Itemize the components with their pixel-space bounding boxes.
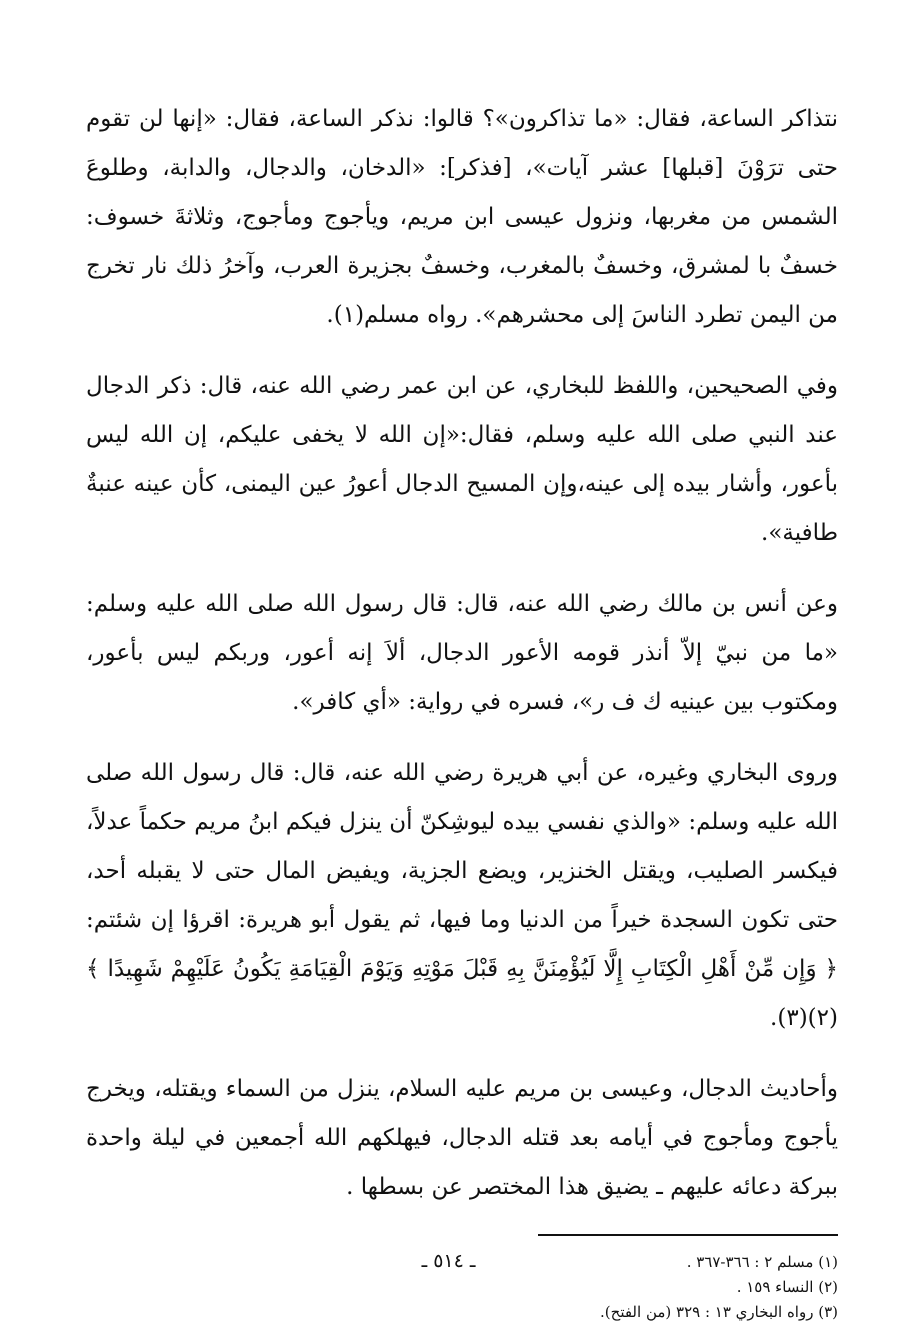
paragraph-5: وأحاديث الدجال، وعيسى بن مريم عليه السلام، ينزل من السماء ويقتله، ويخرج يأجوج ومأجوج في أيامه بعد قتله الدجال، فيهلكهم الله أجمعين في ليلة واحدة ببركة دعائه عليهم ـ يضيق هذا المختصر عن بسطها . (86, 1076, 838, 1200)
paragraph-1: نتذاكر الساعة، فقال: «ما تذاكرون»؟ قالوا: نذكر الساعة، فقال: «إنها لن تقوم حتى ترَوْنَ [قبلها] عشر آيات»، [فذكر]: «الدخان، والدجال، والدابة، وطلوعَ الشمس من مغربها، ونزول عيسى ابن مريم، ويأجوج ومأجوج، وثلاثةَ خسوف: خسفٌ با لمشرق، وخسفٌ بالمغرب، وخسفٌ بجزيرة العرب، وآخرُ ذلك نار تخرج من اليمن تطرد الناسَ إلى محشرهم». رواه مسلم(١). (86, 106, 838, 328)
page-body (86, 95, 838, 1325)
footnote-1: (١) مسلم ٢ : ٣٦٦-٣٦٧ . (686, 1253, 838, 1271)
page-number: ـ ٥١٤ ـ (421, 1250, 476, 1272)
footnote-2: (٢) النساء ١٥٩ . (736, 1278, 838, 1296)
footnote-3: (٣) رواه البخاري ١٣ : ٣٢٩ (من الفتح). (600, 1303, 838, 1321)
paragraph-3: وعن أنس بن مالك رضي الله عنه، قال: قال رسول الله صلى الله عليه وسلم: «ما من نبيّ إلاّ أنذر قومه الأعور الدجال، ألاَ إنه أعور، وربكم ليس بأعور، ومكتوب بين عينيه ك ف ر»، فسره في رواية: «أي كافر». (86, 591, 838, 715)
paragraph-4: وروى البخاري وغيره، عن أبي هريرة رضي الله عنه، قال: قال رسول الله صلى الله عليه وسلم: «والذي نفسي بيده ليوشِكنّ أن ينزل فيكم ابنُ مريم حكماً عدلاً، فيكسر الصليب، ويقتل الخنزير، ويضع الجزية، ويفيض المال حتى لا يقبله أحد، حتى تكون السجدة خيراً من الدنيا وما فيها، ثم يقول أبو هريرة: اقرؤا إن شئتم: ﴿ وَإِن مِّنْ أَهْلِ الْكِتَابِ إِلَّا لَيُؤْمِنَنَّ بِهِ قَبْلَ مَوْتِهِ وَيَوْمَ الْقِيَامَةِ يَكُونُ عَلَيْهِمْ شَهِيدًا ﴾(٢)(٣). (86, 760, 838, 1031)
footnote-separator (538, 1234, 838, 1236)
paragraph-2: وفي الصحيحين، واللفظ للبخاري، عن ابن عمر رضي الله عنه، قال: ذكر الدجال عند النبي صلى الله عليه وسلم، فقال:«إن الله لا يخفى عليكم، إن الله ليس بأعور، وأشار بيده إلى عينه،وإن المسيح الدجال أعورُ عين اليمنى، كأن عينه عنبةٌ طافية». (86, 373, 838, 546)
